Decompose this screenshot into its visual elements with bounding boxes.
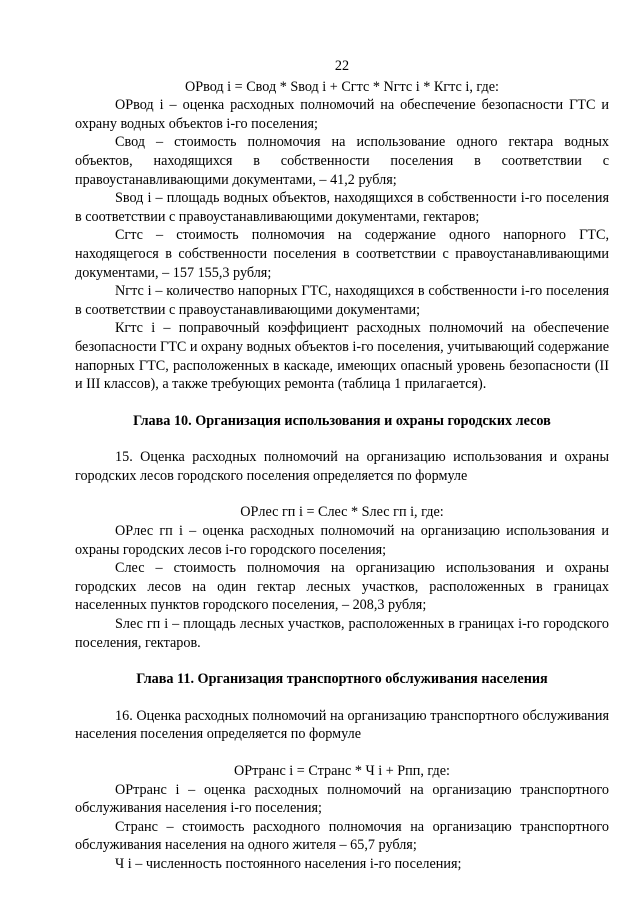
chapter-11-def-0: ОРтранс i – оценка расходных полномочий на организацию транспортного обслуживания населения i-го поселения; bbox=[75, 781, 609, 817]
chapter-10-def-0: ОРлес гп i – оценка расходных полномочий на организацию использования и охраны городских лесов i-го городского поселения; bbox=[75, 523, 609, 558]
chapter-11-def-1: Странс – стоимость расходного полномочия на организацию транспортного обслуживания населения на одного жителя – 65,7 рубля; bbox=[75, 818, 609, 854]
chapter-10-formula: ОРлес гп i = Слес * Sлес гп i, где: bbox=[240, 504, 444, 521]
chapter-10-intro: 15. Оценка расходных полномочий на организацию использования и охраны городских лесов городского поселения определяется по формуле bbox=[75, 449, 609, 484]
def-gts-5: Кгтс i – поправочный коэффициент расходных полномочий на обеспечение безопасности ГТС и охрану водных объектов i-го поселения, учитывающий содержание напорных ГТС, расположенных в каскаде, имеющих опасный уровень безопасности (II и III классов), а также требующих ремонта (таблица 1 прилагается). bbox=[75, 320, 609, 393]
def-gts-4: Nгтс i – количество напорных ГТС, находящихся в собственности i-го поселения в соответствии с правоустанавливающими документами; bbox=[75, 283, 609, 318]
chapter-11-formula: ОРтранс i = Странс * Ч i + Рпп, где: bbox=[233, 763, 451, 779]
formula-gts: ОРвод i = Свод * Sвод i + Сгтс * Nгтс i * Кгтс i, где: bbox=[184, 78, 499, 95]
chapter-10-title: Глава 10. Организация использования и охраны городских лесов bbox=[133, 412, 551, 429]
document-page bbox=[75, 57, 609, 874]
def-gts-1: Свод – стоимость полномочия на использование одного гектара водных объектов, находящихся в собственности поселения в соответствии с правоустанавливающими документами, – 41,2 рубля; bbox=[75, 134, 609, 188]
chapter-10-def-2: Sлес гп i – площадь лесных участков, расположенных в границах i-го городского поселения, гектаров. bbox=[75, 616, 609, 651]
chapter-10-def-1: Слес – стоимость полномочия на организацию использования и охраны городских лесов на один гектар лесных участков, расположенных в границах населенных пунктов городского поселения, – 208,3 рубля; bbox=[75, 560, 609, 614]
page-number: 22 bbox=[334, 58, 350, 74]
chapter-11-intro: 16. Оценка расходных полномочий на организацию транспортного обслуживания населения поселения определяется по формуле bbox=[75, 707, 609, 743]
def-gts-3: Сгтс – стоимость полномочия на содержание одного напорного ГТС, находящегося в собственности поселения в соответствии с правоустанавливающими документами, – 157 155,3 рубля; bbox=[75, 227, 609, 281]
chapter-11-def-2: Ч i – численность постоянного населения i-го поселения; bbox=[115, 855, 462, 872]
def-gts-0: ОРвод i – оценка расходных полномочий на обеспечение безопасности ГТС и охрану водных объектов i-го поселения; bbox=[75, 97, 609, 132]
chapter-11-title: Глава 11. Организация транспортного обслуживания населения bbox=[136, 671, 548, 688]
def-gts-2: Sвод i – площадь водных объектов, находящихся в собственности i-го поселения в соответствии с правоустанавливающими документами, гектаров; bbox=[75, 190, 609, 225]
